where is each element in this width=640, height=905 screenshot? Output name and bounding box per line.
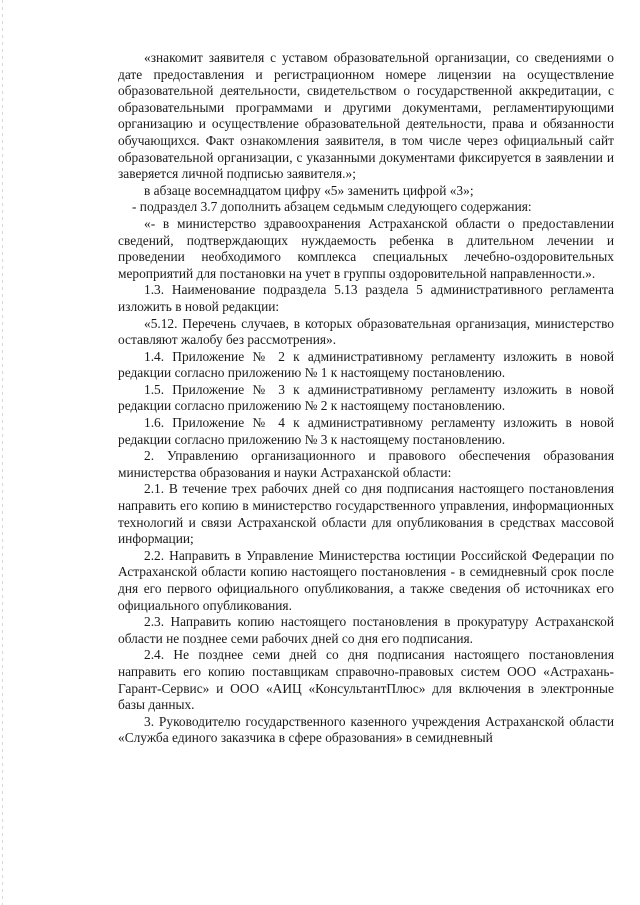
paragraph-3: - подраздел 3.7 дополнить абзацем седьмым следующего содержания:: [132, 199, 532, 215]
paragraph-6: «5.12. Перечень случаев, в которых образовательная организация, министерство оставляют жалобу без рассмотрения».: [118, 315, 614, 348]
paragraph-13: 2.3. Направить копию настоящего постановления в прокуратуру Астраханской области не позднее семи рабочих дней со дня его подписания.: [118, 614, 614, 646]
paragraph-9: 1.6. Приложение № 4 к административному регламенту изложить в новой редакции согласно приложению № 3 к настоящему постановлению.: [118, 415, 614, 447]
paragraph-11: 2.1. В течение трех рабочих дней со дня подписания настоящего постановления направить его копию в министерство государственного управления, информационных технологий и связи Астраханской области для опубликования в средствах массовой информации;: [118, 481, 614, 547]
paragraph-5: 1.3. Наименование подраздела 5.13 раздела 5 административного регламента изложить в новой редакции:: [118, 282, 614, 314]
paragraph-14: 2.4. Не позднее семи дней со дня подписания настоящего постановления направить его копию поставщикам справочно-правовых систем ООО «Астрахань-Гарант-Сервис» и ООО «АИЦ «КонсультантПлюс» для включения в электронные базы данных.: [118, 647, 614, 713]
paragraph-15: 3. Руководителю государственного казенного учреждения Астраханской области «Служба единого заказчика в сфере образования» в семидневный: [118, 713, 614, 746]
paragraph-10: 2. Управлению организационного и правового обеспечения образования министерства образования и науки Астраханской области:: [118, 448, 614, 480]
paragraph-2: в абзаце восемнадцатом цифру «5» заменить цифрой «3»;: [144, 182, 474, 198]
document-body: [118, 50, 614, 747]
paragraph-8: 1.5. Приложение № 3 к административному регламенту изложить в новой редакции согласно приложению № 2 к настоящему постановлению.: [118, 381, 614, 414]
paragraph-7: 1.4. Приложение № 2 к административному регламенту изложить в новой редакции согласно приложению № 1 к настоящему постановлению.: [118, 348, 614, 381]
scan-edge-line: [2, 0, 3, 905]
paragraph-12: 2.2. Направить в Управление Министерства юстиции Российской Федерации по Астраханской области копию настоящего постановления - в семидневный срок после дня его первого официального опубликования, а также сведения об источниках его официального опубликования.: [118, 547, 614, 613]
paragraph-1: «знакомит заявителя с уставом образовательной организации, со сведениями о дате предоставления и регистрационном номере лицензии на осуществление образовательной деятельности, свидетельством о государственной аккредитации, с образовательными программами и другими документами, регламентирующими организацию и осуществление образовательной деятельности, права и обязанности обучающихся. Факт ознакомления заявителя, в том числе через официальный сайт образовательной организации, с указанными документами фиксируется в заявлении и заверяется личной подписью заявителя.»;: [118, 50, 614, 182]
paragraph-4: «- в министерство здравоохранения Астраханской области о предоставлении сведений, подтверждающих нуждаемость ребенка в длительном лечении и проведении необходимого комплекса специальных лечебно-оздоровительных мероприятий для постановки на учет в группы оздоровительной направленности.».: [118, 215, 614, 281]
